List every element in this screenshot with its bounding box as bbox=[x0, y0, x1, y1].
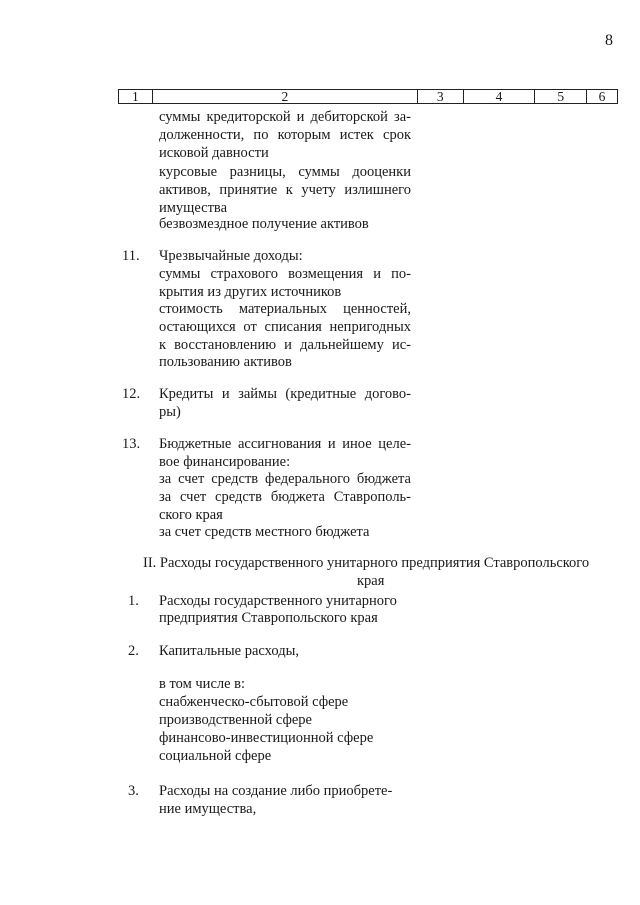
text-line: пользованию активов bbox=[159, 354, 292, 370]
text-line: социальной сфере bbox=[159, 748, 272, 764]
text-line: за счет средств местного бюджета bbox=[159, 524, 370, 540]
column-header-6: 6 bbox=[598, 89, 606, 104]
text-line: исковой давности bbox=[159, 145, 269, 161]
text-line: предприятия Ставропольского края bbox=[159, 610, 378, 626]
text-line: суммы страхового возмещения и по- bbox=[159, 266, 411, 282]
text-line: Капитальные расходы, bbox=[159, 643, 299, 659]
column-header-2: 2 bbox=[153, 90, 418, 103]
text-line: снабженческо-сбытовой сфере bbox=[159, 694, 349, 710]
text-line: имущества bbox=[159, 200, 228, 216]
text-line: ние имущества, bbox=[159, 801, 257, 817]
text-line: Кредиты и займы (кредитные догово- bbox=[159, 386, 411, 402]
text-line: Расходы государственного унитарного bbox=[159, 593, 397, 609]
column-header-5: 5 bbox=[535, 90, 587, 103]
text-line: вое финансирование: bbox=[159, 454, 291, 470]
text-line: долженности, по которым истек срок bbox=[159, 127, 411, 143]
text-line: Чрезвычайные доходы: bbox=[159, 248, 303, 264]
text-line: производственной сфере bbox=[159, 712, 312, 728]
text-line: ры) bbox=[159, 404, 181, 420]
text-line: Расходы на создание либо приобрете- bbox=[159, 783, 393, 799]
item-number-3: 3. bbox=[128, 783, 139, 799]
text-line: ского края bbox=[159, 507, 223, 523]
column-header-1: 1 bbox=[119, 90, 153, 103]
text-line: остающихся от списания непригодных bbox=[159, 319, 411, 335]
text-line: активов, принятие к учету излишнего bbox=[159, 182, 411, 198]
item-number-1: 1. bbox=[128, 593, 139, 609]
page-number: 8 bbox=[605, 32, 613, 49]
item-number-13: 13. bbox=[122, 436, 141, 452]
text-line: крытия из других источников bbox=[159, 284, 342, 300]
text-line: суммы кредиторской и дебиторской за- bbox=[159, 109, 411, 125]
text-line: финансово-инвестиционной сфере bbox=[159, 730, 374, 746]
text-line: в том числе в: bbox=[159, 676, 246, 692]
item-number-2: 2. bbox=[128, 643, 139, 659]
column-header-3: 3 bbox=[418, 90, 464, 103]
text-line: стоимость материальных ценностей, bbox=[159, 301, 411, 317]
column-header-4: 4 bbox=[464, 90, 536, 103]
text-line: Бюджетные ассигнования и иное целе- bbox=[159, 436, 411, 452]
text-line: за счет средств федерального бюджета bbox=[159, 471, 411, 487]
text-line: к восстановлению и дальнейшему ис- bbox=[159, 337, 411, 353]
item-number-11: 11. bbox=[122, 248, 140, 264]
text-line: безвозмездное получение активов bbox=[159, 216, 369, 232]
table-header-row bbox=[118, 89, 618, 104]
text-line: за счет средств бюджета Ставрополь- bbox=[159, 489, 411, 505]
section-title-continuation: края bbox=[357, 573, 385, 589]
item-number-12: 12. bbox=[122, 386, 141, 402]
section-title: II. Расходы государственного унитарного предприятия Ставропольского bbox=[143, 555, 590, 571]
text-line: курсовые разницы, суммы дооценки bbox=[159, 164, 411, 180]
